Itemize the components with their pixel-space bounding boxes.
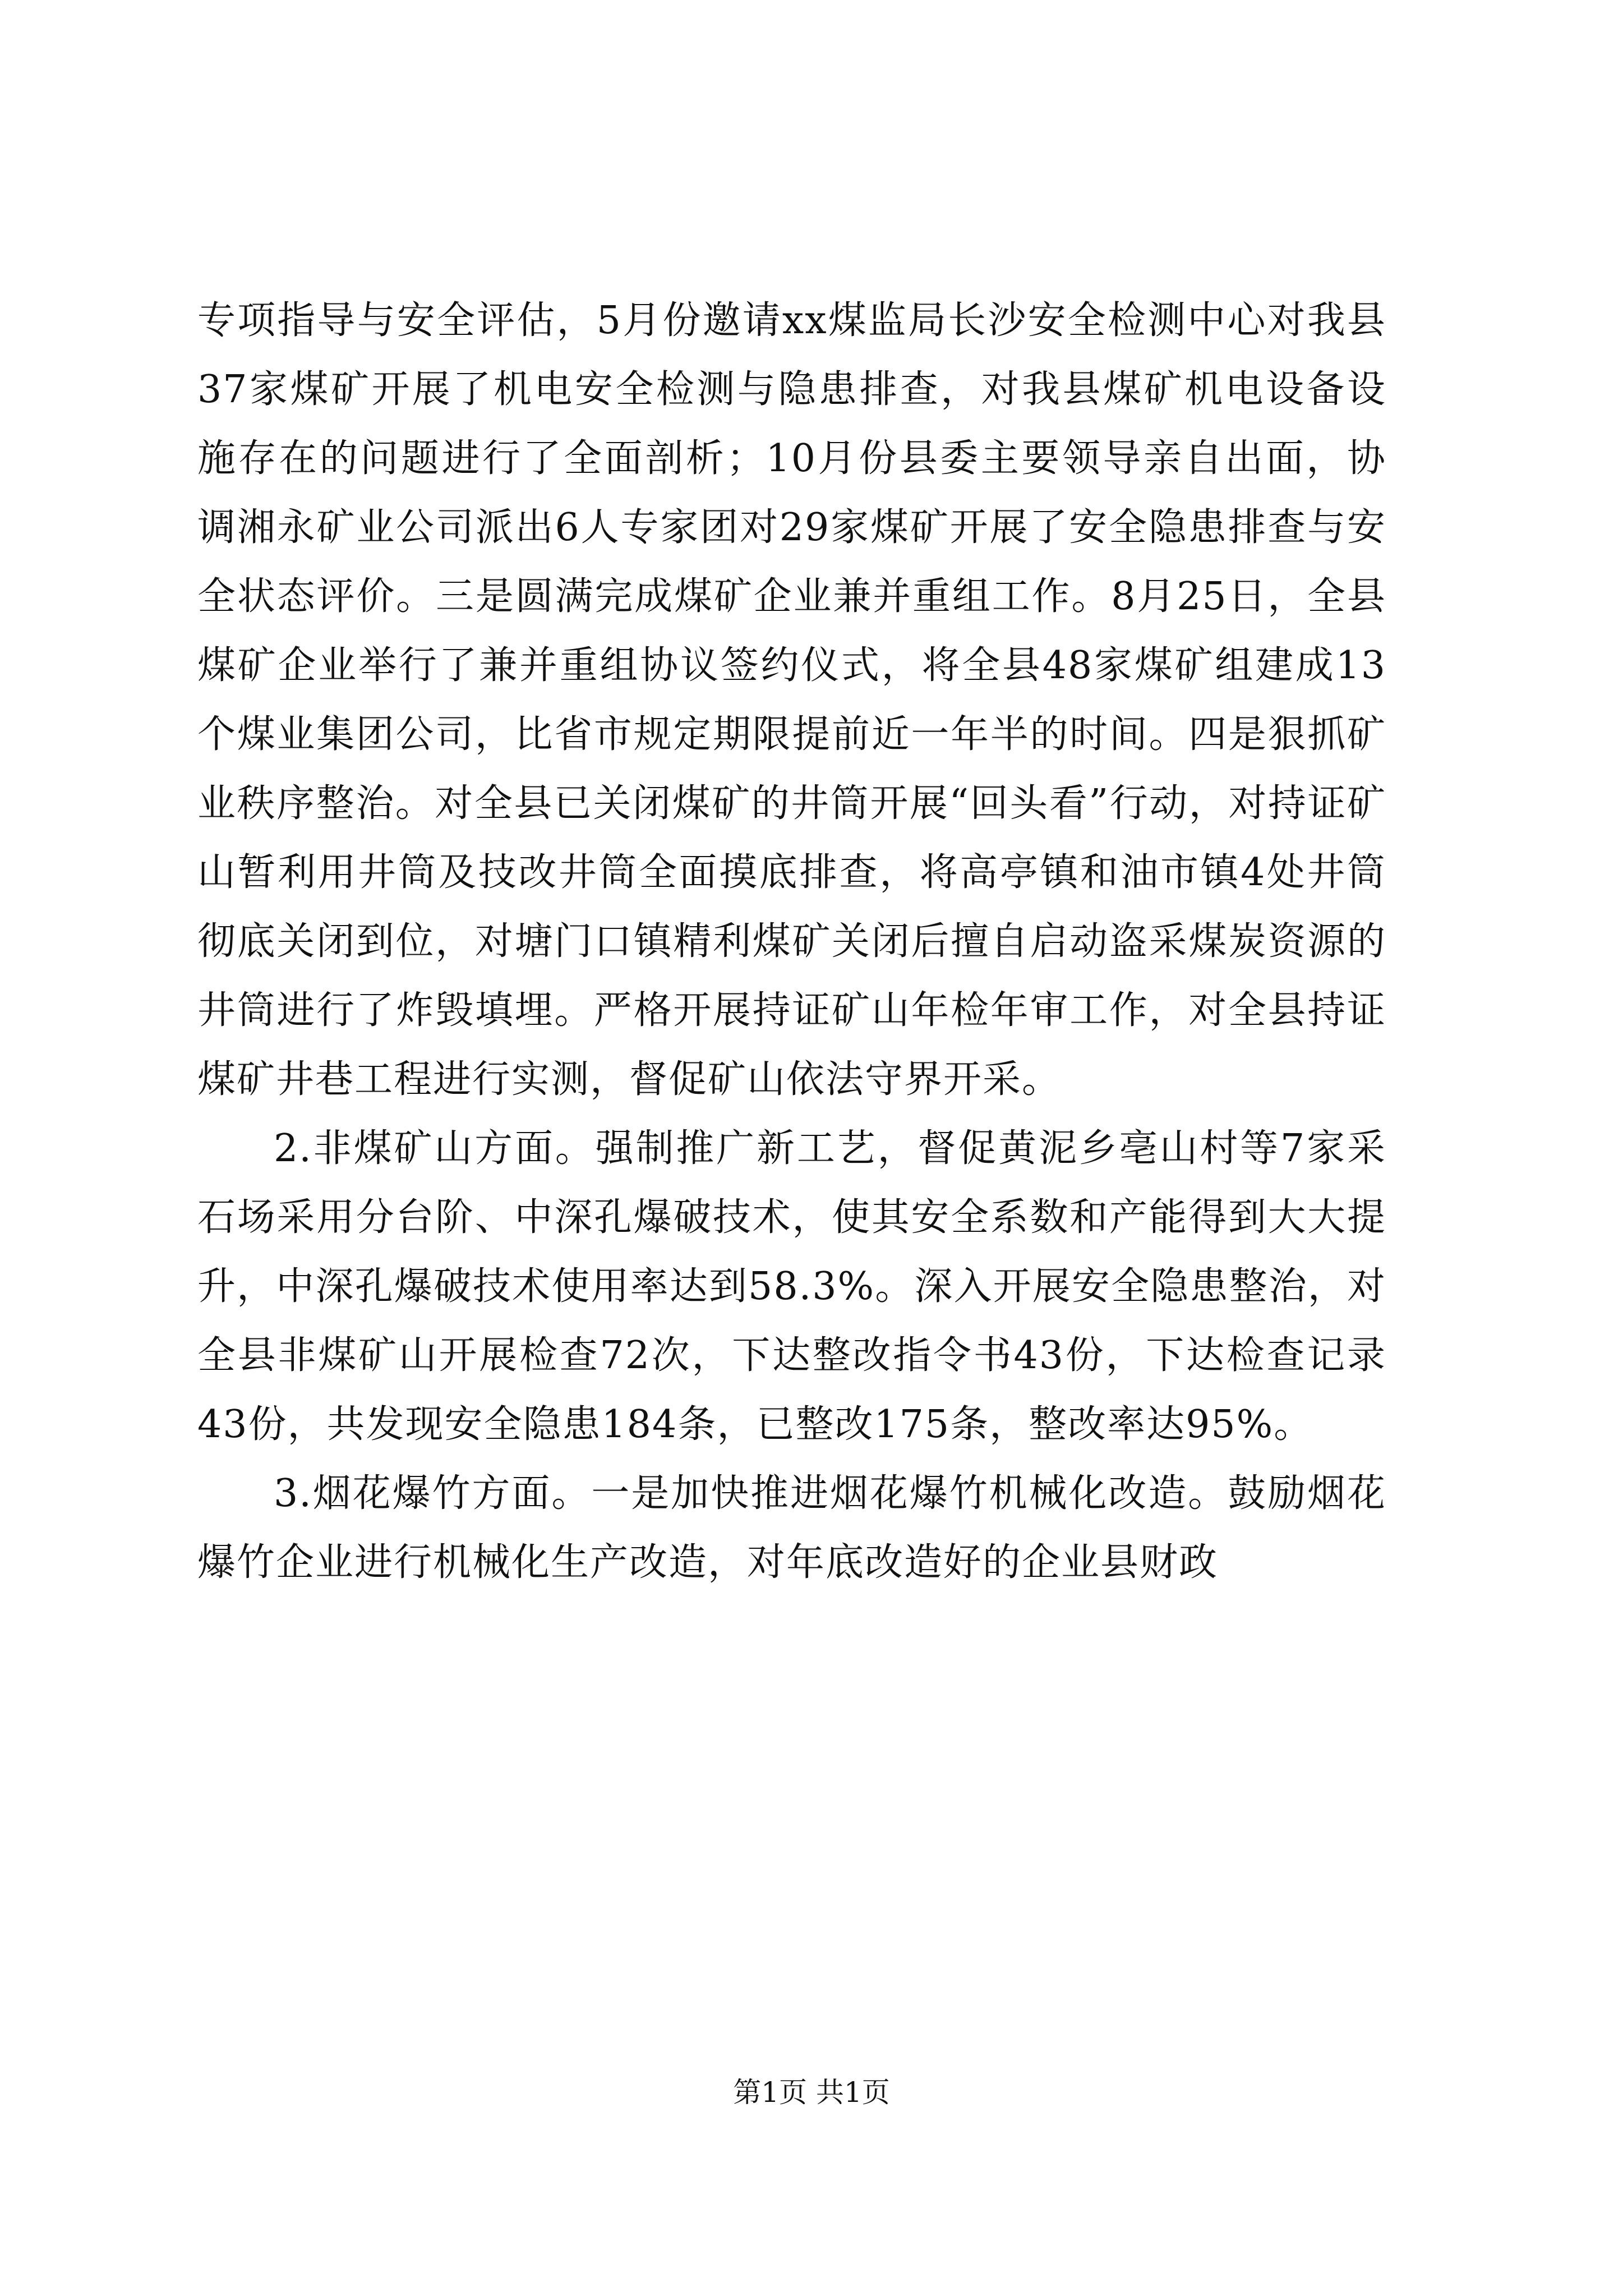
- paragraph-non-coal-mines: 2.非煤矿山方面。强制推广新工艺，督促黄泥乡亳山村等7家采石场采用分台阶、中深孔爆破技术，使其安全系数和产能得到大大提升，中深孔爆破技术使用率达到58.3%。深入开展安全隐患整治，对全县非煤矿山开展检查72次，下达整改指令书43份，下达检查记录43份，共发现安全隐患184条，已整改175条，整改率达95%。: [197, 1126, 1386, 1447]
- paragraph-fireworks: 3.烟花爆竹方面。一是加快推进烟花爆竹机械化改造。鼓励烟花爆竹企业进行机械化生产改造，对年底改造好的企业县财政: [197, 1471, 1386, 1585]
- paragraph-coal-mine-continued: 专项指导与安全评估，5月份邀请xx煤监局长沙安全检测中心对我县37家煤矿开展了机电安全检测与隐患排查，对我县煤矿机电设备设施存在的问题进行了全面剖析；10月份县委主要领导亲自出面，协调湘永矿业公司派出6人专家团对29家煤矿开展了安全隐患排查与安全状态评价。三是圆满完成煤矿企业兼并重组工作。8月25日，全县煤矿企业举行了兼并重组协议签约仪式，将全县48家煤矿组建成13个煤业集团公司，比省市规定期限提前近一年半的时间。四是狠抓矿业秩序整治。对全县已关闭煤矿的井筒开展“回头看”行动，对持证矿山暂利用井筒及技改井筒全面摸底排查，将高亭镇和油市镇4处井筒彻底关闭到位，对塘门口镇精利煤矿关闭后擅自启动盗采煤炭资源的井筒进行了炸毁填埋。严格开展持证矿山年检年审工作，对全县持证煤矿井巷工程进行实测，督促矿山依法守界开采。: [197, 298, 1386, 1102]
- document-body: [197, 286, 1386, 1597]
- page-number-footer: 第1页 共1页: [733, 2076, 890, 2109]
